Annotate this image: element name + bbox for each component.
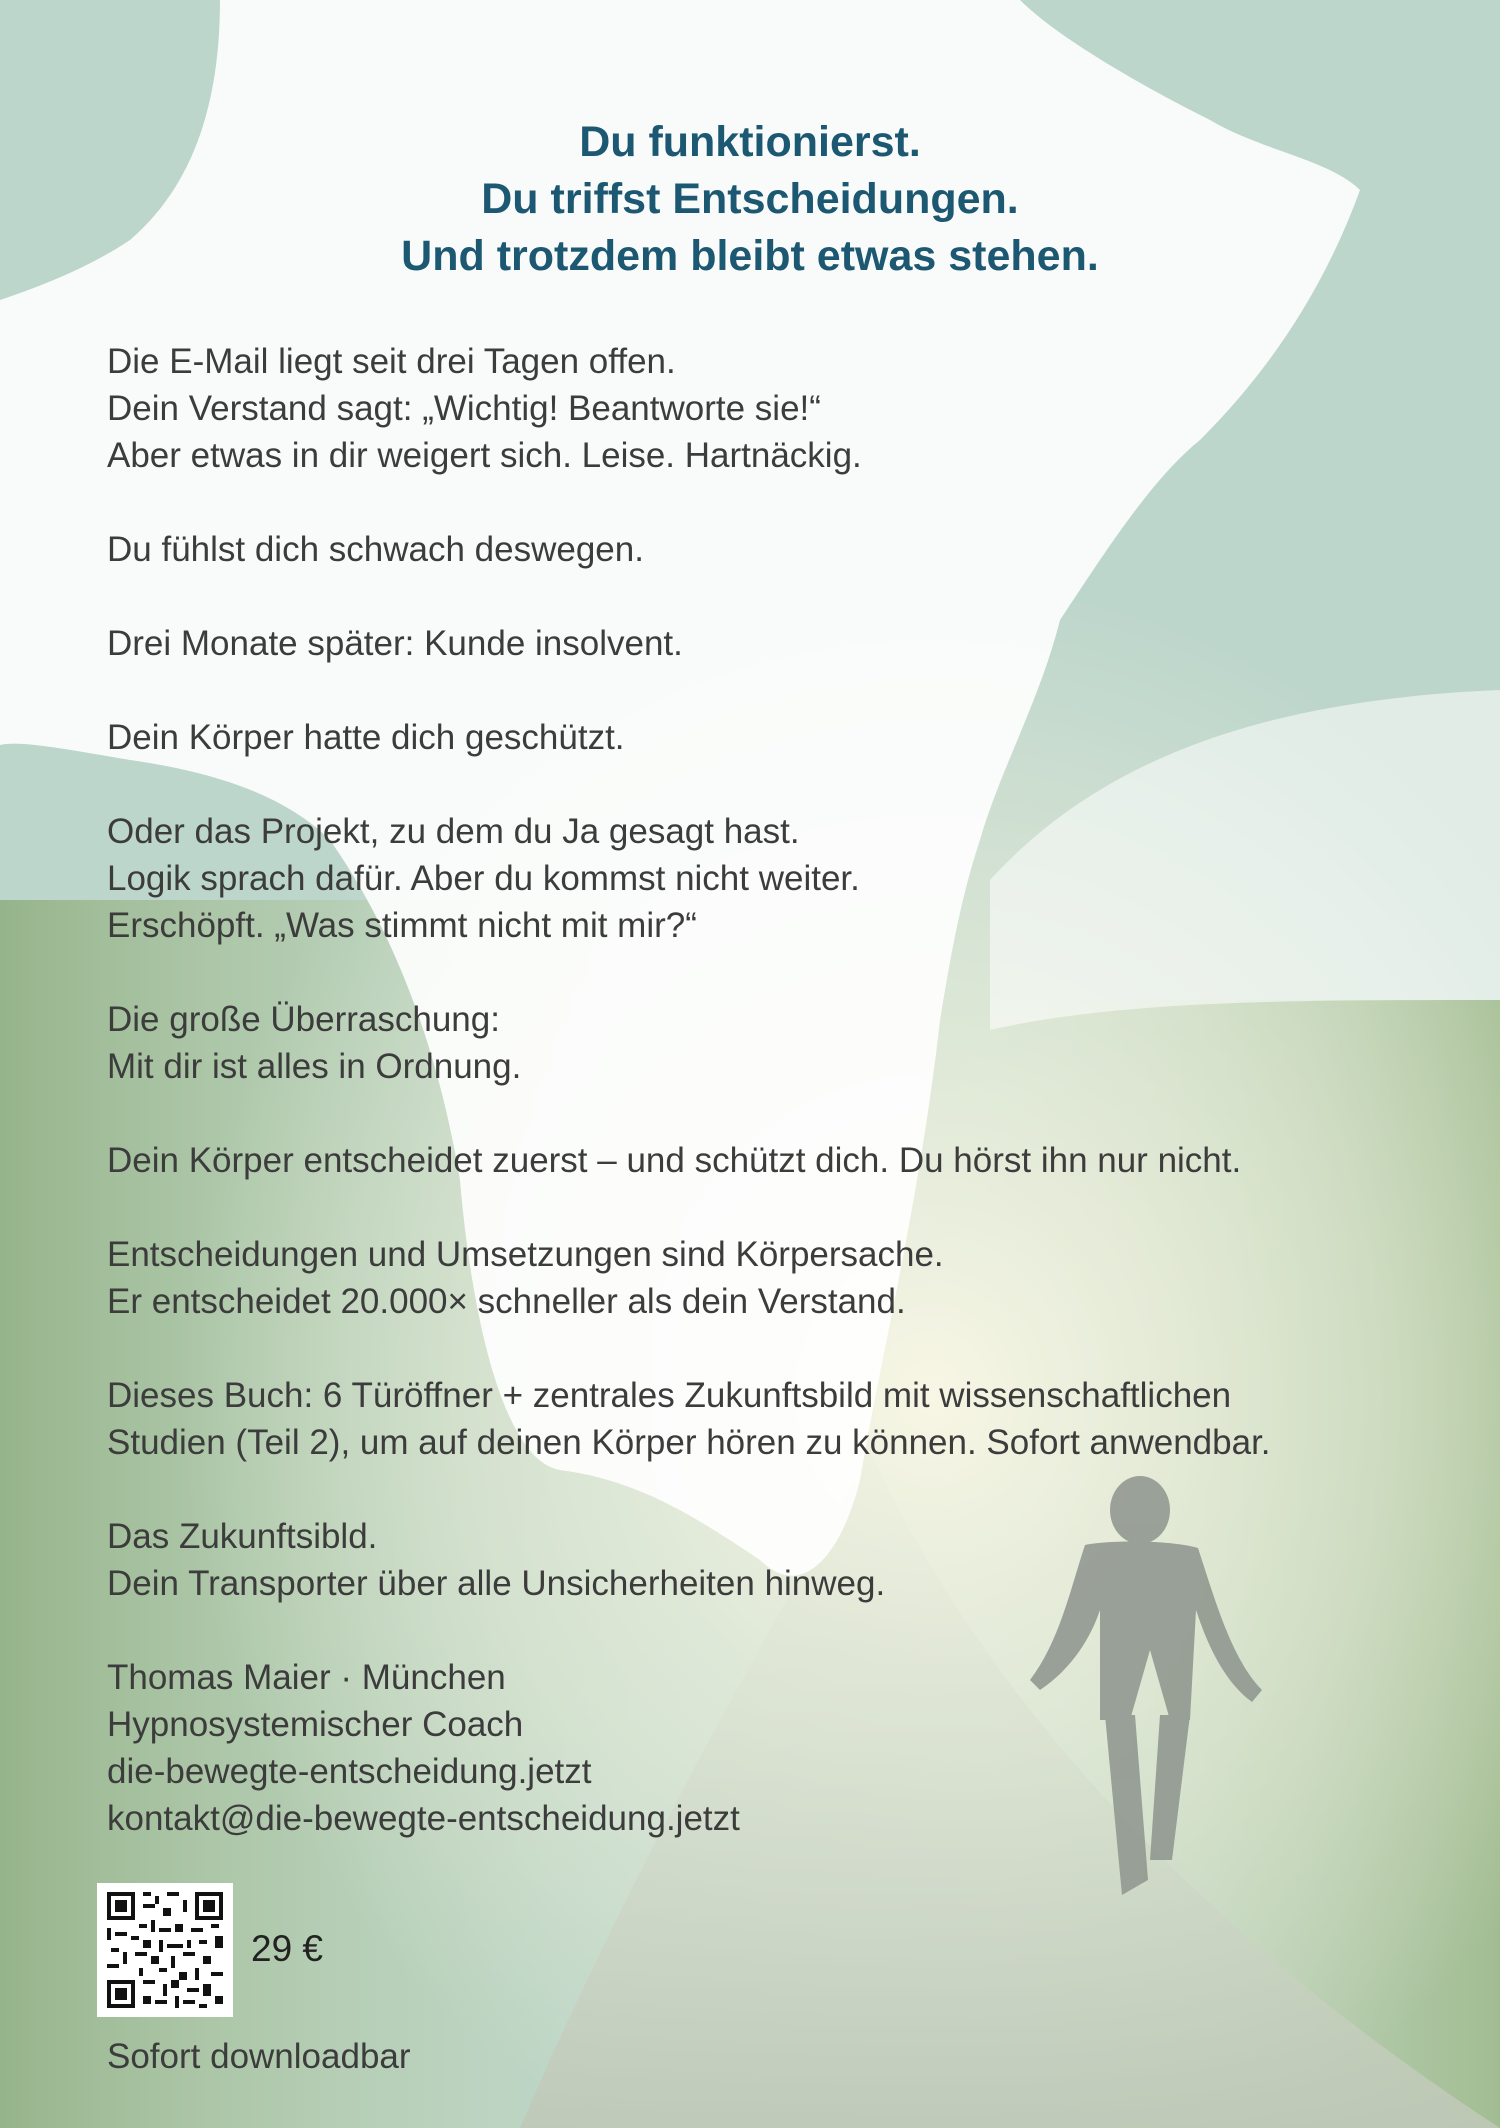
body-line: Er entscheidet 20.000× schneller als dein Verstand. [107,1282,906,1321]
body-line: Du fühlst dich schwach deswegen. [107,530,644,569]
headline-line-1: Du funktionierst. [579,118,921,166]
headline-line-3: Und trotzdem bleibt etwas stehen. [401,232,1099,280]
contact-role: Hypnosystemischer Coach [107,1705,524,1744]
body-line: Aber etwas in dir weigert sich. Leise. Hartnäckig. [107,436,862,475]
contact-name-city: Thomas Maier · München [107,1658,506,1697]
body-text [107,338,1437,1842]
contact-website-link[interactable]: die-bewegte-entscheidung.jetzt [107,1752,592,1791]
body-line: Mit dir ist alles in Ordnung. [107,1047,522,1086]
body-line: Entscheidungen und Umsetzungen sind Körpersache. [107,1235,944,1274]
download-note: Sofort downloadbar [107,2037,411,2076]
qr-code[interactable] [97,1883,233,2017]
body-line: Dein Verstand sagt: „Wichtig! Beantworte sie!“ [107,389,821,428]
body-line: Das Zukunftsibld. [107,1517,378,1556]
body-line: Dein Körper entscheidet zuerst – und schützt dich. Du hörst ihn nur nicht. [107,1141,1242,1180]
body-line: Logik sprach dafür. Aber du kommst nicht weiter. [107,859,860,898]
body-line: Dein Transporter über alle Unsicherheiten hinweg. [107,1564,886,1603]
body-line: Dein Körper hatte dich geschützt. [107,718,625,757]
body-line: Oder das Projekt, zu dem du Ja gesagt hast. [107,812,800,851]
body-line: Dieses Buch: 6 Türöffner + zentrales Zukunftsbild mit wissenschaftlichen [107,1376,1232,1415]
qr-code-icon [107,1892,223,2008]
price-label: 29 € [251,1928,324,1969]
body-line: Erschöpft. „Was stimmt nicht mit mir?“ [107,906,697,945]
body-line: Studien (Teil 2), um auf deinen Körper hören zu können. Sofort anwendbar. [107,1423,1271,1462]
headline-line-2: Du triffst Entscheidungen. [481,175,1019,223]
body-line: Die große Überraschung: [107,1000,500,1039]
body-line: Drei Monate später: Kunde insolvent. [107,624,683,663]
headline [0,114,1500,285]
body-line: Die E-Mail liegt seit drei Tagen offen. [107,342,676,381]
contact-email-link[interactable]: kontakt@die-bewegte-entscheidung.jetzt [107,1799,740,1838]
